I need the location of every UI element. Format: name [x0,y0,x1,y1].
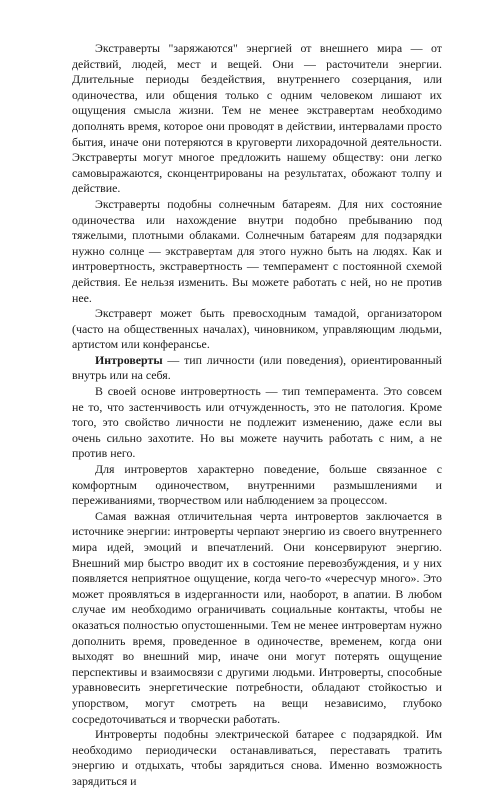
paragraph-extravert-roles: Экстраверт может быть превосходным тамадой, организатором (часто на общественных началах), чиновником, управляющим людьми, артистом или конферансье. [72,306,442,352]
paragraph-extraverts-energy: Экстраверты "заряжаются" энергией от внешнего мира — от действий, людей, мест и вещей. Они — расточители энергии. Длительные периоды бездействия, внутреннего созерцания, или одиночества, или общения только с одним человеком лишают их ощущения смысла жизни. Тем не менее экстравертам необходимо дополнять время, которое они проводят в действии, интервалами просто бытия, иначе они потеряются в круговерти лихорадочной деятельности. Экстраверты могут многое предложить нашему обществу: они легко самовыражаются, сконцентрированы на результатах, обожают толпу и действие. [72,41,442,196]
introverts-definition-text: — тип личности (или поведения), ориентированный внутрь или на себя. [72,352,442,383]
paragraph-introverts-definition [72,353,442,384]
document-body [72,41,442,790]
paragraph-introversion-temperament: В своей основе интровертность — тип темперамента. Это совсем не то, что застенчивость или отчужденность, это не патология. Кроме того, это свойство личности не подлежит изменению, даже если вы очень сильно захотите. Но вы можете научить работать с ним, а не против него. [72,384,442,461]
paragraph-introverts-battery: Интроверты подобны электрической батарее с подзарядкой. Им необходимо периодически останавливаться, переставать тратить энергию и отдыхать, чтобы зарядиться снова. Именно возможность зарядиться и [72,727,442,788]
paragraph-introverts-behavior: Для интровертов характерно поведение, больше связанное с комфортным одиночеством, внутренними размышлениями и переживаниями, творчеством или наблюдением за процессом. [72,462,442,508]
paragraph-introverts-energy: Самая важная отличительная черта интровертов заключается в источнике энергии: интроверты черпают энергию из своего внутреннего мира идей, эмоций и впечатлений. Они консервируют энергию. Внешний мир быстро вводит их в состояние перевозбуждения, и у них появляется неприятное ощущение, когда чего-то «чересчур много». Это может проявляться в издерганности или, наоборот, в апатии. В любом случае им необходимо ограничивать социальные контакты, чтобы не оказаться полностью опустошенными. Тем не менее интровертам нужно дополнить время, проведенное в одиночестве, временем, когда они выходят во внешний мир, иначе они могут потерять ощущение перспективы и взаимосвязи с другими людьми. Интроверты, способные уравновесить энергетические потребности, обладают стойкостью и упорством, могут смотреть на вещи независимо, глубоко сосредоточиваться и творчески работать. [72,508,442,726]
term-introverts: Интроверты [95,352,163,367]
paragraph-extraverts-solar: Экстраверты подобны солнечным батареям. Для них состояние одиночества или нахождение внутри подобно пребыванию под тяжелыми, плотными облаками. Солнечным батареям для подзарядки нужно солнце — экстравертам для этого нужно быть на людях. Как и интровертность, экстравертность — темперамент с постоянной схемой действия. Ее нельзя изменить. Вы можете работать с ней, но не против нее. [72,196,442,305]
